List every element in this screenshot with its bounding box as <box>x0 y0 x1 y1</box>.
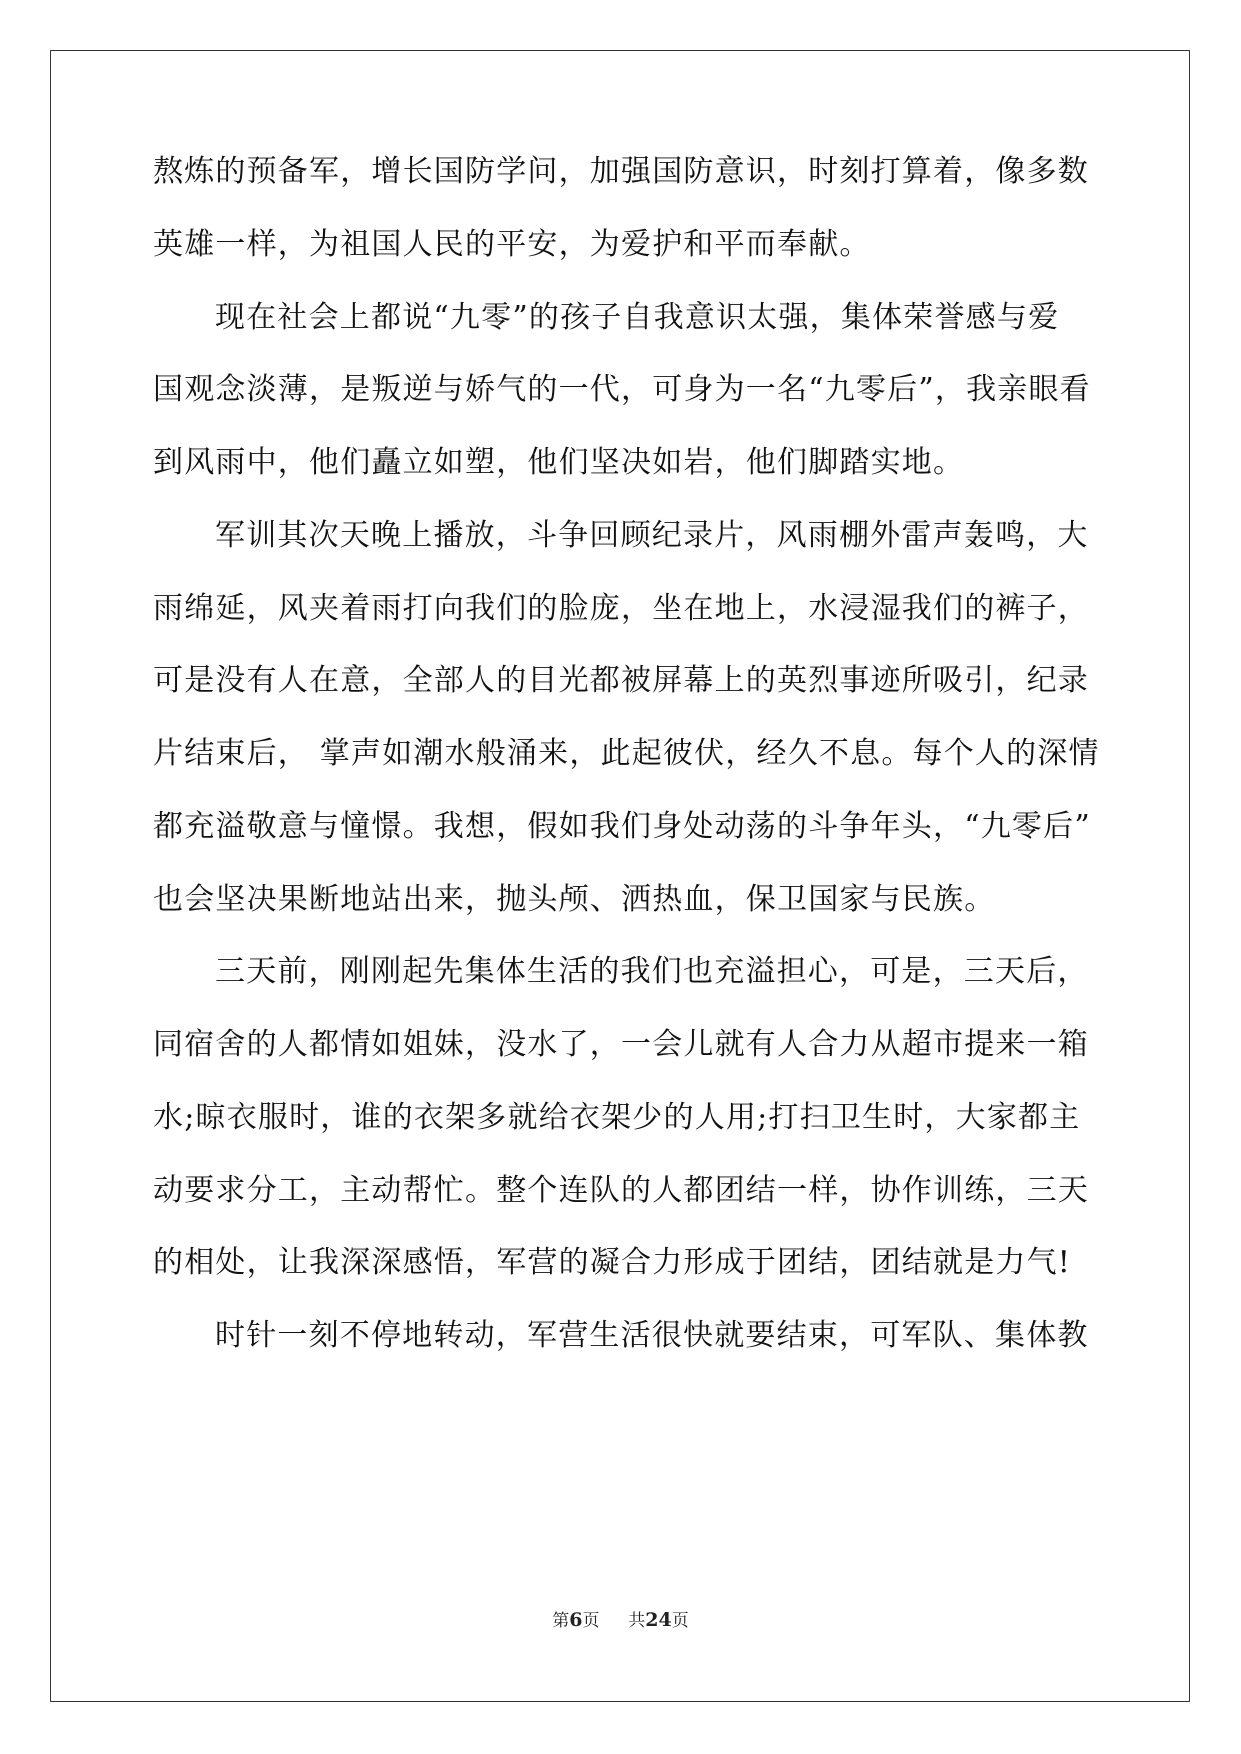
total-prefix: 共 <box>628 1611 646 1631</box>
page-number <box>552 1611 605 1631</box>
paragraph-first-line: 时针一刻不停地转动，军营生活很快就要结束，可军队、集体教 <box>215 1318 1089 1353</box>
total-pages: 24 <box>645 1609 672 1631</box>
text-line: 水;晾衣服时，谁的衣架多就给衣架少的人用;打扫卫生时，大家都主 <box>153 1100 1081 1135</box>
paragraph-first-line: 军训其次天晚上播放，斗争回顾纪录片，风雨棚外雷声轰鸣，大 <box>215 518 1089 553</box>
page-prefix: 第 <box>552 1611 570 1631</box>
paragraph-first-line: 现在社会上都说“九零”的孩子自我意识太强，集体荣誉感与爱 <box>215 300 1060 335</box>
text-line: 同宿舍的人都情如姐妹，没水了，一会儿就有人合力从超市提来一箱 <box>153 1027 1089 1062</box>
text-line: 都充溢敬意与憧憬。我想，假如我们身处动荡的斗争年头，“九零后” <box>153 809 1091 844</box>
text-line: 雨绵延，风夹着雨打向我们的脸庞，坐在地上，水浸湿我们的裤子， <box>153 591 1089 626</box>
text-line: 动要求分工，主动帮忙。整个连队的人都团结一样，协作训练，三天 <box>153 1173 1089 1208</box>
text-line: 国观念淡薄，是叛逆与娇气的一代，可身为一名“九零后”，我亲眼看 <box>153 372 1091 407</box>
paragraph-first-line: 三天前，刚刚起先集体生活的我们也充溢担心，可是，三天后， <box>215 954 1089 989</box>
text-line: 可是没有人在意，全部人的目光都被屏幕上的英烈事迹所吸引，纪录 <box>153 663 1089 698</box>
text-line: 的相处，让我深深感悟，军营的凝合力形成于团结，团结就是力气! <box>153 1245 1072 1280</box>
page-footer <box>0 1606 1241 1631</box>
text-line: 片结束后， 掌声如潮水般涌来，此起彼伏，经久不息。每个人的深情 <box>153 736 1100 771</box>
text-line: 到风雨中，他们矗立如塑，他们坚决如岩，他们脚踏实地。 <box>153 445 965 480</box>
text-line: 熬炼的预备军，增长国防学问，加强国防意识，时刻打算着，像多数 <box>153 154 1089 189</box>
text-line: 英雄一样，为祖国人民的平安，为爱护和平而奉献。 <box>153 227 871 262</box>
page-total <box>628 1611 688 1631</box>
total-suffix: 页 <box>671 1611 689 1631</box>
current-page: 6 <box>569 1609 583 1631</box>
text-line: 也会坚决果断地站出来，抛头颅、洒热血，保卫国家与民族。 <box>153 882 996 917</box>
page-suffix: 页 <box>582 1611 600 1631</box>
